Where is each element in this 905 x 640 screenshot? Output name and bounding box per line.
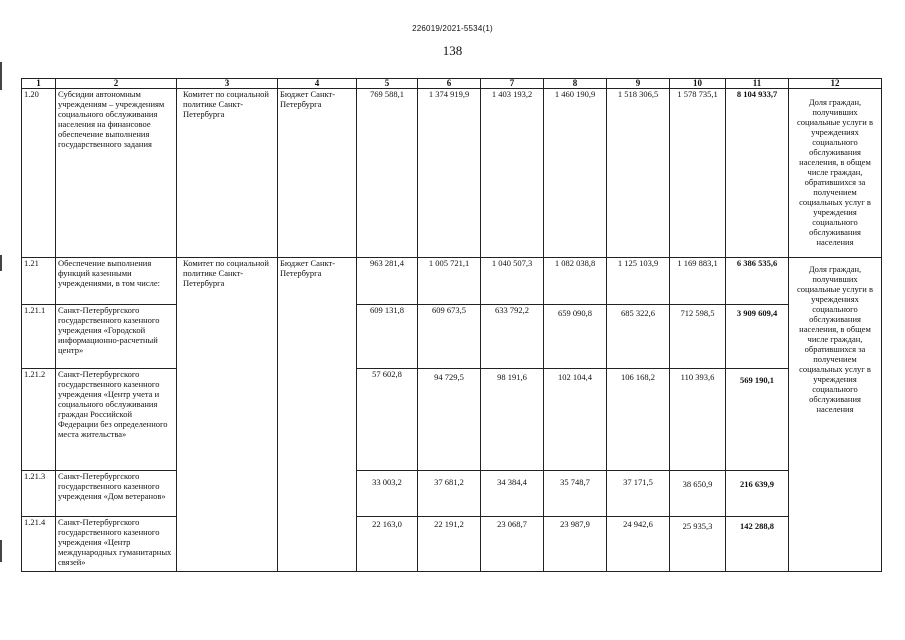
value-cell: 769 588,1 xyxy=(357,89,418,258)
header-cell: 2 xyxy=(56,79,177,89)
value-cell: 24 942,6 xyxy=(607,517,670,572)
event-name: Обеспечение выполнения функций казенными учреждениями, в том числе: xyxy=(56,258,177,305)
total-cell: 3 909 609,4 xyxy=(726,305,789,369)
value-cell: 38 650,9 xyxy=(670,471,726,517)
table-row xyxy=(22,258,882,305)
value-cell: 25 935,3 xyxy=(670,517,726,572)
value-cell: 1 082 038,8 xyxy=(544,258,607,305)
header-cell: 7 xyxy=(481,79,544,89)
value-cell: 609 673,5 xyxy=(418,305,481,369)
value-cell: 1 374 919,9 xyxy=(418,89,481,258)
header-cell: 9 xyxy=(607,79,670,89)
event-name: Санкт-Петербургского государственного казенного учреждения «Центр учета и социального обслуживания граждан Российской Федерации без определенного места жительства» xyxy=(56,369,177,471)
value-cell: 1 578 735,1 xyxy=(670,89,726,258)
total-cell: 142 288,8 xyxy=(726,517,789,572)
total-cell: 216 639,9 xyxy=(726,471,789,517)
value-cell: 106 168,2 xyxy=(607,369,670,471)
header-cell: 3 xyxy=(177,79,278,89)
table-row xyxy=(22,471,882,517)
value-cell: 1 169 883,1 xyxy=(670,258,726,305)
value-cell: 23 068,7 xyxy=(481,517,544,572)
table-row xyxy=(22,89,882,258)
row-number: 1.21.2 xyxy=(22,369,56,471)
value-cell: 1 005 721,1 xyxy=(418,258,481,305)
row-number: 1.21.3 xyxy=(22,471,56,517)
header-cell: 12 xyxy=(789,79,882,89)
page-number: 138 xyxy=(442,43,463,58)
table-row xyxy=(22,517,882,572)
total-cell: 6 386 535,6 xyxy=(726,258,789,305)
value-cell: 1 040 507,3 xyxy=(481,258,544,305)
executor: Комитет по социальной политике Санкт-Петербурга xyxy=(177,258,278,572)
header-cell: 5 xyxy=(357,79,418,89)
funding-source: Бюджет Санкт-Петербурга xyxy=(278,89,357,258)
total-cell: 8 104 933,7 xyxy=(726,89,789,258)
value-cell: 110 393,6 xyxy=(670,369,726,471)
document-id: 226019/2021-5534(1) xyxy=(412,24,493,33)
header-cell: 1 xyxy=(22,79,56,89)
value-cell: 712 598,5 xyxy=(670,305,726,369)
value-cell: 659 090,8 xyxy=(544,305,607,369)
indicator-cell: Доля граждан, получивших социальные услуги в учреждениях социального обслуживания населения, в общем числе граждан, обратившихся за получением социальных услуг в учреждения социального обслуживания населения xyxy=(789,258,882,572)
value-cell: 23 987,9 xyxy=(544,517,607,572)
header-cell: 8 xyxy=(544,79,607,89)
scan-edge-mark xyxy=(0,62,2,90)
value-cell: 98 191,6 xyxy=(481,369,544,471)
total-cell: 569 190,1 xyxy=(726,369,789,471)
scan-edge-mark xyxy=(0,540,2,562)
value-cell: 633 792,2 xyxy=(481,305,544,369)
value-cell: 37 171,5 xyxy=(607,471,670,517)
table-row xyxy=(22,369,882,471)
row-number: 1.21.1 xyxy=(22,305,56,369)
funding-source: Бюджет Санкт-Петербурга xyxy=(278,258,357,572)
value-cell: 22 163,0 xyxy=(357,517,418,572)
value-cell: 34 384,4 xyxy=(481,471,544,517)
indicator-cell: Доля граждан, получивших социальные услуги в учреждениях социального обслуживания населения, в общем числе граждан, обратившихся за получением социальных услуг в учреждения социального обслуживания населения xyxy=(789,89,882,258)
event-name: Субсидии автономным учреждениям – учреждениям социального обслуживания населения на финансовое обеспечение выполнения государственного задания xyxy=(56,89,177,258)
scan-edge-mark xyxy=(0,255,2,271)
value-cell: 102 104,4 xyxy=(544,369,607,471)
table-row xyxy=(22,305,882,369)
value-cell: 35 748,7 xyxy=(544,471,607,517)
value-cell: 94 729,5 xyxy=(418,369,481,471)
value-cell: 1 518 306,5 xyxy=(607,89,670,258)
executor: Комитет по социальной политике Санкт-Петербурга xyxy=(177,89,278,258)
header-cell: 10 xyxy=(670,79,726,89)
value-cell: 1 403 193,2 xyxy=(481,89,544,258)
header-row xyxy=(22,79,882,89)
row-number: 1.21.4 xyxy=(22,517,56,572)
program-table xyxy=(21,78,882,572)
value-cell: 1 460 190,9 xyxy=(544,89,607,258)
value-cell: 685 322,6 xyxy=(607,305,670,369)
event-name: Санкт-Петербургского государственного казенного учреждения «Городской информационно-расчетный центр» xyxy=(56,305,177,369)
value-cell: 22 191,2 xyxy=(418,517,481,572)
event-name: Санкт-Петербургского государственного казенного учреждения «Дом ветеранов» xyxy=(56,471,177,517)
row-number: 1.21 xyxy=(22,258,56,305)
header-cell: 6 xyxy=(418,79,481,89)
value-cell: 1 125 103,9 xyxy=(607,258,670,305)
value-cell: 57 602,8 xyxy=(357,369,418,471)
value-cell: 37 681,2 xyxy=(418,471,481,517)
value-cell: 33 003,2 xyxy=(357,471,418,517)
event-name: Санкт-Петербургского государственного казенного учреждения «Центр международных гуманитарных связей» xyxy=(56,517,177,572)
header-cell: 11 xyxy=(726,79,789,89)
value-cell: 609 131,8 xyxy=(357,305,418,369)
header-cell: 4 xyxy=(278,79,357,89)
value-cell: 963 281,4 xyxy=(357,258,418,305)
row-number: 1.20 xyxy=(22,89,56,258)
